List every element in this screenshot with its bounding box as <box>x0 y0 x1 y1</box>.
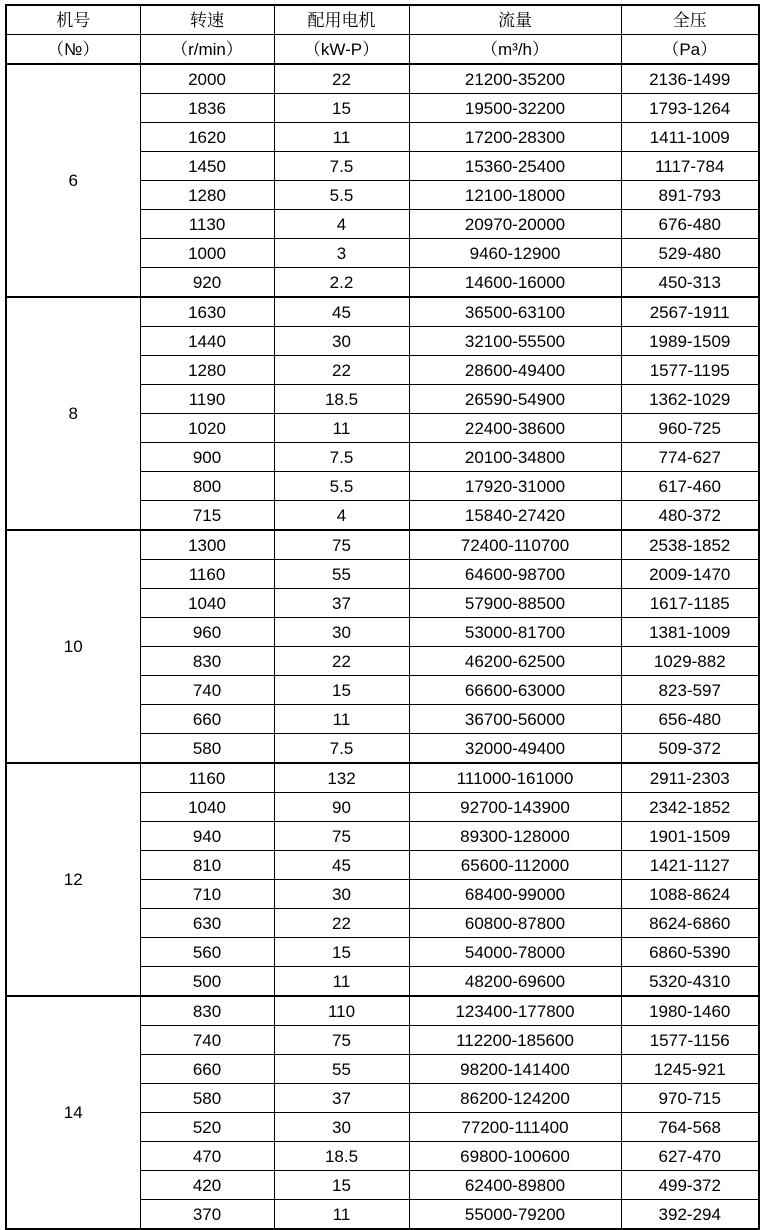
motor-power-cell: 30 <box>274 1113 409 1142</box>
speed-cell: 920 <box>140 268 274 298</box>
flow-cell: 28600-49400 <box>409 356 621 385</box>
speed-cell: 580 <box>140 734 274 764</box>
flow-cell: 19500-32200 <box>409 94 621 123</box>
motor-power-cell: 11 <box>274 1200 409 1230</box>
motor-power-cell: 18.5 <box>274 1142 409 1171</box>
fan-size-cell: 14 <box>6 996 140 1229</box>
unit-fan-size: （№） <box>6 35 140 65</box>
motor-power-cell: 5.5 <box>274 472 409 501</box>
pressure-cell: 774-627 <box>621 443 759 472</box>
motor-power-cell: 2.2 <box>274 268 409 298</box>
speed-cell: 1040 <box>140 793 274 822</box>
pressure-cell: 1989-1509 <box>621 327 759 356</box>
unit-pressure: （Pa） <box>621 35 759 65</box>
motor-power-cell: 11 <box>274 123 409 152</box>
flow-cell: 15360-25400 <box>409 152 621 181</box>
flow-cell: 32100-55500 <box>409 327 621 356</box>
motor-power-cell: 22 <box>274 909 409 938</box>
speed-cell: 500 <box>140 967 274 997</box>
flow-cell: 62400-89800 <box>409 1171 621 1200</box>
pressure-cell: 529-480 <box>621 239 759 268</box>
flow-cell: 89300-128000 <box>409 822 621 851</box>
header-speed: 转速 <box>140 5 274 35</box>
speed-cell: 1190 <box>140 385 274 414</box>
header-title-row <box>6 5 759 35</box>
motor-power-cell: 7.5 <box>274 152 409 181</box>
motor-power-cell: 55 <box>274 1055 409 1084</box>
motor-power-cell: 11 <box>274 967 409 997</box>
flow-cell: 22400-38600 <box>409 414 621 443</box>
flow-cell: 20970-20000 <box>409 210 621 239</box>
motor-power-cell: 15 <box>274 1171 409 1200</box>
flow-cell: 9460-12900 <box>409 239 621 268</box>
speed-cell: 560 <box>140 938 274 967</box>
speed-cell: 630 <box>140 909 274 938</box>
motor-power-cell: 45 <box>274 297 409 327</box>
header-unit-row <box>6 35 759 65</box>
speed-cell: 800 <box>140 472 274 501</box>
pressure-cell: 2911-2303 <box>621 763 759 793</box>
fan-size-cell: 10 <box>6 530 140 763</box>
table-row <box>6 530 759 560</box>
flow-cell: 20100-34800 <box>409 443 621 472</box>
speed-cell: 1450 <box>140 152 274 181</box>
table-row <box>6 763 759 793</box>
speed-cell: 1160 <box>140 560 274 589</box>
flow-cell: 55000-79200 <box>409 1200 621 1230</box>
motor-power-cell: 37 <box>274 1084 409 1113</box>
pressure-cell: 1577-1195 <box>621 356 759 385</box>
flow-cell: 26590-54900 <box>409 385 621 414</box>
speed-cell: 420 <box>140 1171 274 1200</box>
speed-cell: 1130 <box>140 210 274 239</box>
flow-cell: 32000-49400 <box>409 734 621 764</box>
pressure-cell: 823-597 <box>621 676 759 705</box>
table-body <box>6 64 759 1229</box>
speed-cell: 830 <box>140 647 274 676</box>
speed-cell: 660 <box>140 705 274 734</box>
flow-cell: 92700-143900 <box>409 793 621 822</box>
table-row <box>6 64 759 94</box>
pressure-cell: 1421-1127 <box>621 851 759 880</box>
flow-cell: 77200-111400 <box>409 1113 621 1142</box>
pressure-cell: 1362-1029 <box>621 385 759 414</box>
unit-motor: （kW-P） <box>274 35 409 65</box>
flow-cell: 17200-28300 <box>409 123 621 152</box>
motor-power-cell: 11 <box>274 414 409 443</box>
speed-cell: 710 <box>140 880 274 909</box>
motor-power-cell: 18.5 <box>274 385 409 414</box>
pressure-cell: 2136-1499 <box>621 64 759 94</box>
pressure-cell: 617-460 <box>621 472 759 501</box>
motor-power-cell: 45 <box>274 851 409 880</box>
motor-power-cell: 7.5 <box>274 734 409 764</box>
table-row <box>6 297 759 327</box>
flow-cell: 54000-78000 <box>409 938 621 967</box>
pressure-cell: 1980-1460 <box>621 996 759 1026</box>
motor-power-cell: 15 <box>274 676 409 705</box>
pressure-cell: 509-372 <box>621 734 759 764</box>
flow-cell: 12100-18000 <box>409 181 621 210</box>
speed-cell: 580 <box>140 1084 274 1113</box>
motor-power-cell: 75 <box>274 1026 409 1055</box>
pressure-cell: 1411-1009 <box>621 123 759 152</box>
pressure-cell: 1577-1156 <box>621 1026 759 1055</box>
flow-cell: 123400-177800 <box>409 996 621 1026</box>
flow-cell: 60800-87800 <box>409 909 621 938</box>
flow-cell: 36700-56000 <box>409 705 621 734</box>
flow-cell: 17920-31000 <box>409 472 621 501</box>
speed-cell: 1440 <box>140 327 274 356</box>
flow-cell: 86200-124200 <box>409 1084 621 1113</box>
pressure-cell: 1088-8624 <box>621 880 759 909</box>
motor-power-cell: 37 <box>274 589 409 618</box>
pressure-cell: 8624-6860 <box>621 909 759 938</box>
speed-cell: 740 <box>140 1026 274 1055</box>
speed-cell: 740 <box>140 676 274 705</box>
pressure-cell: 1117-784 <box>621 152 759 181</box>
motor-power-cell: 132 <box>274 763 409 793</box>
unit-speed: （r/min） <box>140 35 274 65</box>
flow-cell: 15840-27420 <box>409 501 621 531</box>
speed-cell: 1620 <box>140 123 274 152</box>
motor-power-cell: 22 <box>274 356 409 385</box>
pressure-cell: 2342-1852 <box>621 793 759 822</box>
flow-cell: 48200-69600 <box>409 967 621 997</box>
motor-power-cell: 15 <box>274 938 409 967</box>
pressure-cell: 5320-4310 <box>621 967 759 997</box>
speed-cell: 1836 <box>140 94 274 123</box>
speed-cell: 960 <box>140 618 274 647</box>
flow-cell: 65600-112000 <box>409 851 621 880</box>
speed-cell: 830 <box>140 996 274 1026</box>
fan-spec-table <box>5 4 760 1230</box>
motor-power-cell: 55 <box>274 560 409 589</box>
pressure-cell: 6860-5390 <box>621 938 759 967</box>
pressure-cell: 1029-882 <box>621 647 759 676</box>
speed-cell: 1300 <box>140 530 274 560</box>
pressure-cell: 1381-1009 <box>621 618 759 647</box>
speed-cell: 1020 <box>140 414 274 443</box>
pressure-cell: 1617-1185 <box>621 589 759 618</box>
pressure-cell: 676-480 <box>621 210 759 239</box>
flow-cell: 98200-141400 <box>409 1055 621 1084</box>
fan-size-cell: 6 <box>6 64 140 297</box>
speed-cell: 1280 <box>140 181 274 210</box>
flow-cell: 64600-98700 <box>409 560 621 589</box>
motor-power-cell: 30 <box>274 327 409 356</box>
pressure-cell: 392-294 <box>621 1200 759 1230</box>
motor-power-cell: 11 <box>274 705 409 734</box>
unit-flow: （m³/h） <box>409 35 621 65</box>
motor-power-cell: 22 <box>274 647 409 676</box>
flow-cell: 111000-161000 <box>409 763 621 793</box>
pressure-cell: 627-470 <box>621 1142 759 1171</box>
speed-cell: 715 <box>140 501 274 531</box>
motor-power-cell: 30 <box>274 880 409 909</box>
fan-size-cell: 12 <box>6 763 140 996</box>
flow-cell: 57900-88500 <box>409 589 621 618</box>
motor-power-cell: 75 <box>274 530 409 560</box>
header-motor: 配用电机 <box>274 5 409 35</box>
speed-cell: 1000 <box>140 239 274 268</box>
table-row <box>6 996 759 1026</box>
header-fan-size: 机号 <box>6 5 140 35</box>
pressure-cell: 1245-921 <box>621 1055 759 1084</box>
speed-cell: 900 <box>140 443 274 472</box>
flow-cell: 46200-62500 <box>409 647 621 676</box>
flow-cell: 69800-100600 <box>409 1142 621 1171</box>
pressure-cell: 480-372 <box>621 501 759 531</box>
pressure-cell: 656-480 <box>621 705 759 734</box>
pressure-cell: 2567-1911 <box>621 297 759 327</box>
speed-cell: 370 <box>140 1200 274 1230</box>
speed-cell: 2000 <box>140 64 274 94</box>
pressure-cell: 970-715 <box>621 1084 759 1113</box>
flow-cell: 36500-63100 <box>409 297 621 327</box>
motor-power-cell: 22 <box>274 64 409 94</box>
speed-cell: 660 <box>140 1055 274 1084</box>
pressure-cell: 960-725 <box>621 414 759 443</box>
motor-power-cell: 4 <box>274 501 409 531</box>
speed-cell: 810 <box>140 851 274 880</box>
flow-cell: 66600-63000 <box>409 676 621 705</box>
motor-power-cell: 30 <box>274 618 409 647</box>
fan-size-cell: 8 <box>6 297 140 530</box>
pressure-cell: 450-313 <box>621 268 759 298</box>
header-flow: 流量 <box>409 5 621 35</box>
speed-cell: 1630 <box>140 297 274 327</box>
speed-cell: 940 <box>140 822 274 851</box>
speed-cell: 1040 <box>140 589 274 618</box>
motor-power-cell: 7.5 <box>274 443 409 472</box>
flow-cell: 14600-16000 <box>409 268 621 298</box>
flow-cell: 53000-81700 <box>409 618 621 647</box>
motor-power-cell: 110 <box>274 996 409 1026</box>
motor-power-cell: 15 <box>274 94 409 123</box>
speed-cell: 520 <box>140 1113 274 1142</box>
pressure-cell: 2538-1852 <box>621 530 759 560</box>
flow-cell: 72400-110700 <box>409 530 621 560</box>
motor-power-cell: 4 <box>274 210 409 239</box>
flow-cell: 112200-185600 <box>409 1026 621 1055</box>
motor-power-cell: 90 <box>274 793 409 822</box>
pressure-cell: 891-793 <box>621 181 759 210</box>
motor-power-cell: 75 <box>274 822 409 851</box>
speed-cell: 1160 <box>140 763 274 793</box>
speed-cell: 470 <box>140 1142 274 1171</box>
speed-cell: 1280 <box>140 356 274 385</box>
pressure-cell: 2009-1470 <box>621 560 759 589</box>
table-header <box>6 5 759 64</box>
pressure-cell: 499-372 <box>621 1171 759 1200</box>
motor-power-cell: 3 <box>274 239 409 268</box>
flow-cell: 21200-35200 <box>409 64 621 94</box>
header-pressure: 全压 <box>621 5 759 35</box>
flow-cell: 68400-99000 <box>409 880 621 909</box>
pressure-cell: 1793-1264 <box>621 94 759 123</box>
motor-power-cell: 5.5 <box>274 181 409 210</box>
pressure-cell: 764-568 <box>621 1113 759 1142</box>
pressure-cell: 1901-1509 <box>621 822 759 851</box>
